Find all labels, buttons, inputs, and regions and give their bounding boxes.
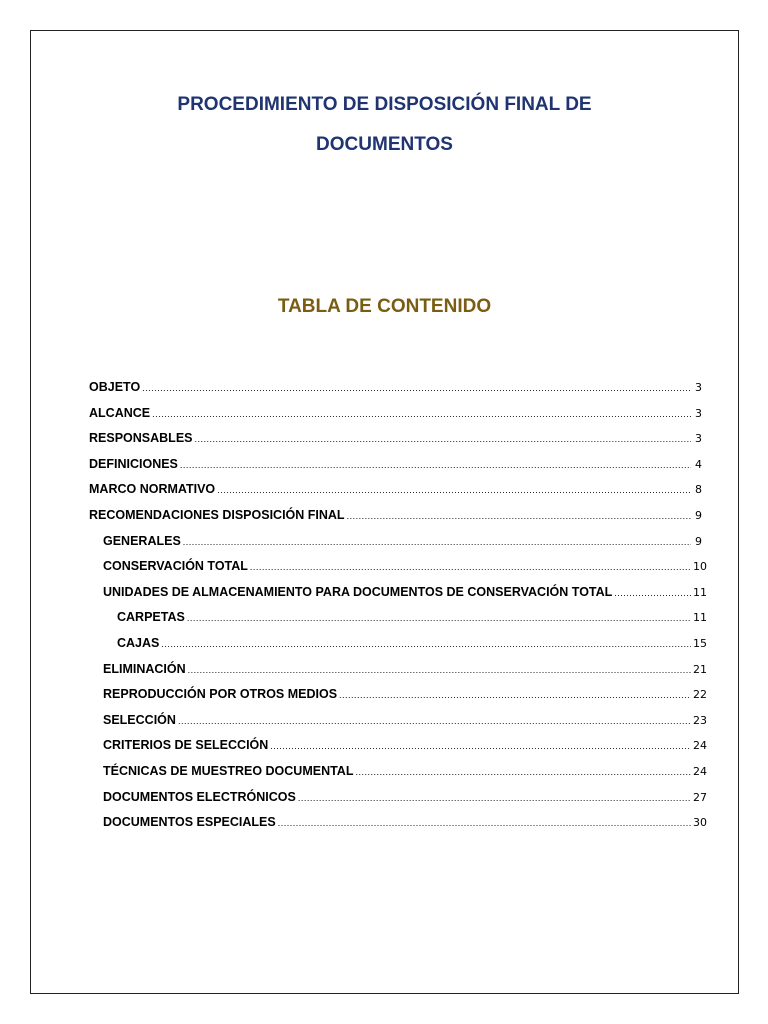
document-title-line-1: PROCEDIMIENTO DE DISPOSICIÓN FINAL DE bbox=[177, 94, 592, 115]
toc-entry-page: 30 bbox=[693, 816, 707, 830]
toc-entry-page: 27 bbox=[693, 790, 707, 804]
toc-entry-page: 9 bbox=[695, 508, 702, 522]
toc-entry-label: CRITERIOS DE SELECCIÓN bbox=[103, 738, 269, 753]
toc-entry-label: CONSERVACIÓN TOTAL bbox=[103, 559, 248, 574]
toc-entry-page: 24 bbox=[693, 764, 707, 778]
toc-entry-page: 8 bbox=[695, 483, 702, 497]
toc-entry-page: 3 bbox=[695, 406, 702, 420]
toc-heading: TABLA DE CONTENIDO bbox=[277, 296, 492, 317]
toc-entry-label: ALCANCE bbox=[89, 405, 151, 420]
dot-leader bbox=[152, 403, 691, 425]
toc-entry-page: 23 bbox=[693, 713, 707, 727]
dot-leader bbox=[187, 607, 691, 629]
dot-leader bbox=[278, 812, 691, 834]
dot-leader bbox=[195, 428, 692, 450]
dot-leader bbox=[217, 479, 691, 501]
toc-entry-label: SELECCIÓN bbox=[103, 712, 176, 727]
dot-leader bbox=[347, 505, 691, 527]
dot-leader bbox=[339, 684, 691, 706]
document-page bbox=[30, 30, 739, 994]
toc-entry-seleccion[interactable] bbox=[89, 709, 707, 735]
toc-entry-page: 21 bbox=[693, 662, 707, 676]
toc-entry-label: UNIDADES DE ALMACENAMIENTO PARA DOCUMENTOS DE CONSERVACIÓN TOTAL bbox=[103, 584, 613, 599]
table-of-contents bbox=[89, 376, 707, 837]
toc-entry-recomendaciones[interactable] bbox=[89, 504, 702, 530]
toc-entry-unidades-almacenamiento[interactable] bbox=[89, 581, 707, 607]
toc-entry-documentos-electronicos[interactable] bbox=[89, 786, 707, 812]
toc-entry-label: RECOMENDACIONES DISPOSICIÓN FINAL bbox=[89, 507, 345, 522]
toc-entry-label: CARPETAS bbox=[117, 610, 185, 625]
toc-entry-label: ELIMINACIÓN bbox=[103, 661, 186, 676]
toc-entry-label: RESPONSABLES bbox=[89, 431, 193, 446]
toc-entry-reproduccion[interactable] bbox=[89, 683, 707, 709]
toc-entry-label: DOCUMENTOS ESPECIALES bbox=[103, 815, 276, 830]
toc-entry-documentos-especiales[interactable] bbox=[89, 811, 707, 837]
toc-entry-objeto[interactable] bbox=[89, 376, 702, 402]
toc-entry-alcance[interactable] bbox=[89, 402, 702, 428]
toc-entry-definiciones[interactable] bbox=[89, 453, 702, 479]
toc-entry-page: 10 bbox=[693, 560, 707, 574]
toc-entry-page: 11 bbox=[693, 611, 707, 625]
toc-entry-tecnicas-muestreo[interactable] bbox=[89, 760, 707, 786]
toc-entry-criterios-seleccion[interactable] bbox=[89, 734, 707, 760]
toc-entry-label: DEFINICIONES bbox=[89, 456, 178, 471]
dot-leader bbox=[298, 787, 691, 809]
toc-entry-label: GENERALES bbox=[103, 533, 181, 548]
toc-entry-page: 22 bbox=[693, 688, 707, 702]
dot-leader bbox=[250, 556, 691, 578]
toc-entry-page: 3 bbox=[695, 432, 702, 446]
dot-leader bbox=[180, 454, 691, 476]
dot-leader bbox=[614, 582, 691, 604]
toc-entry-page: 4 bbox=[695, 457, 702, 471]
toc-entry-page: 11 bbox=[693, 585, 707, 599]
toc-entry-page: 24 bbox=[693, 739, 707, 753]
toc-entry-label: REPRODUCCIÓN POR OTROS MEDIOS bbox=[103, 687, 338, 702]
toc-entry-label: CAJAS bbox=[117, 635, 160, 650]
dot-leader bbox=[355, 761, 691, 783]
dot-leader bbox=[183, 531, 691, 553]
dot-leader bbox=[188, 659, 691, 681]
toc-entry-page: 9 bbox=[695, 534, 702, 548]
toc-entry-label: DOCUMENTOS ELECTRÓNICOS bbox=[103, 789, 296, 804]
toc-entry-marco-normativo[interactable] bbox=[89, 478, 702, 504]
dot-leader bbox=[270, 735, 691, 757]
toc-entry-label: MARCO NORMATIVO bbox=[89, 482, 216, 497]
toc-entry-eliminacion[interactable] bbox=[89, 658, 707, 684]
document-title-line-2: DOCUMENTOS bbox=[316, 134, 453, 155]
toc-entry-carpetas[interactable] bbox=[89, 606, 707, 632]
toc-entry-page: 15 bbox=[692, 636, 707, 650]
toc-entry-label: TÉCNICAS DE MUESTREO DOCUMENTAL bbox=[103, 763, 354, 778]
dot-leader bbox=[142, 377, 691, 399]
toc-entry-responsables[interactable] bbox=[89, 427, 702, 453]
toc-entry-generales[interactable] bbox=[89, 530, 702, 556]
toc-entry-label: OBJETO bbox=[89, 380, 141, 394]
toc-entry-cajas[interactable] bbox=[89, 632, 707, 658]
toc-entry-conservacion-total[interactable] bbox=[89, 555, 707, 581]
dot-leader bbox=[161, 633, 691, 655]
toc-entry-page: 3 bbox=[695, 381, 702, 394]
dot-leader bbox=[178, 710, 691, 732]
